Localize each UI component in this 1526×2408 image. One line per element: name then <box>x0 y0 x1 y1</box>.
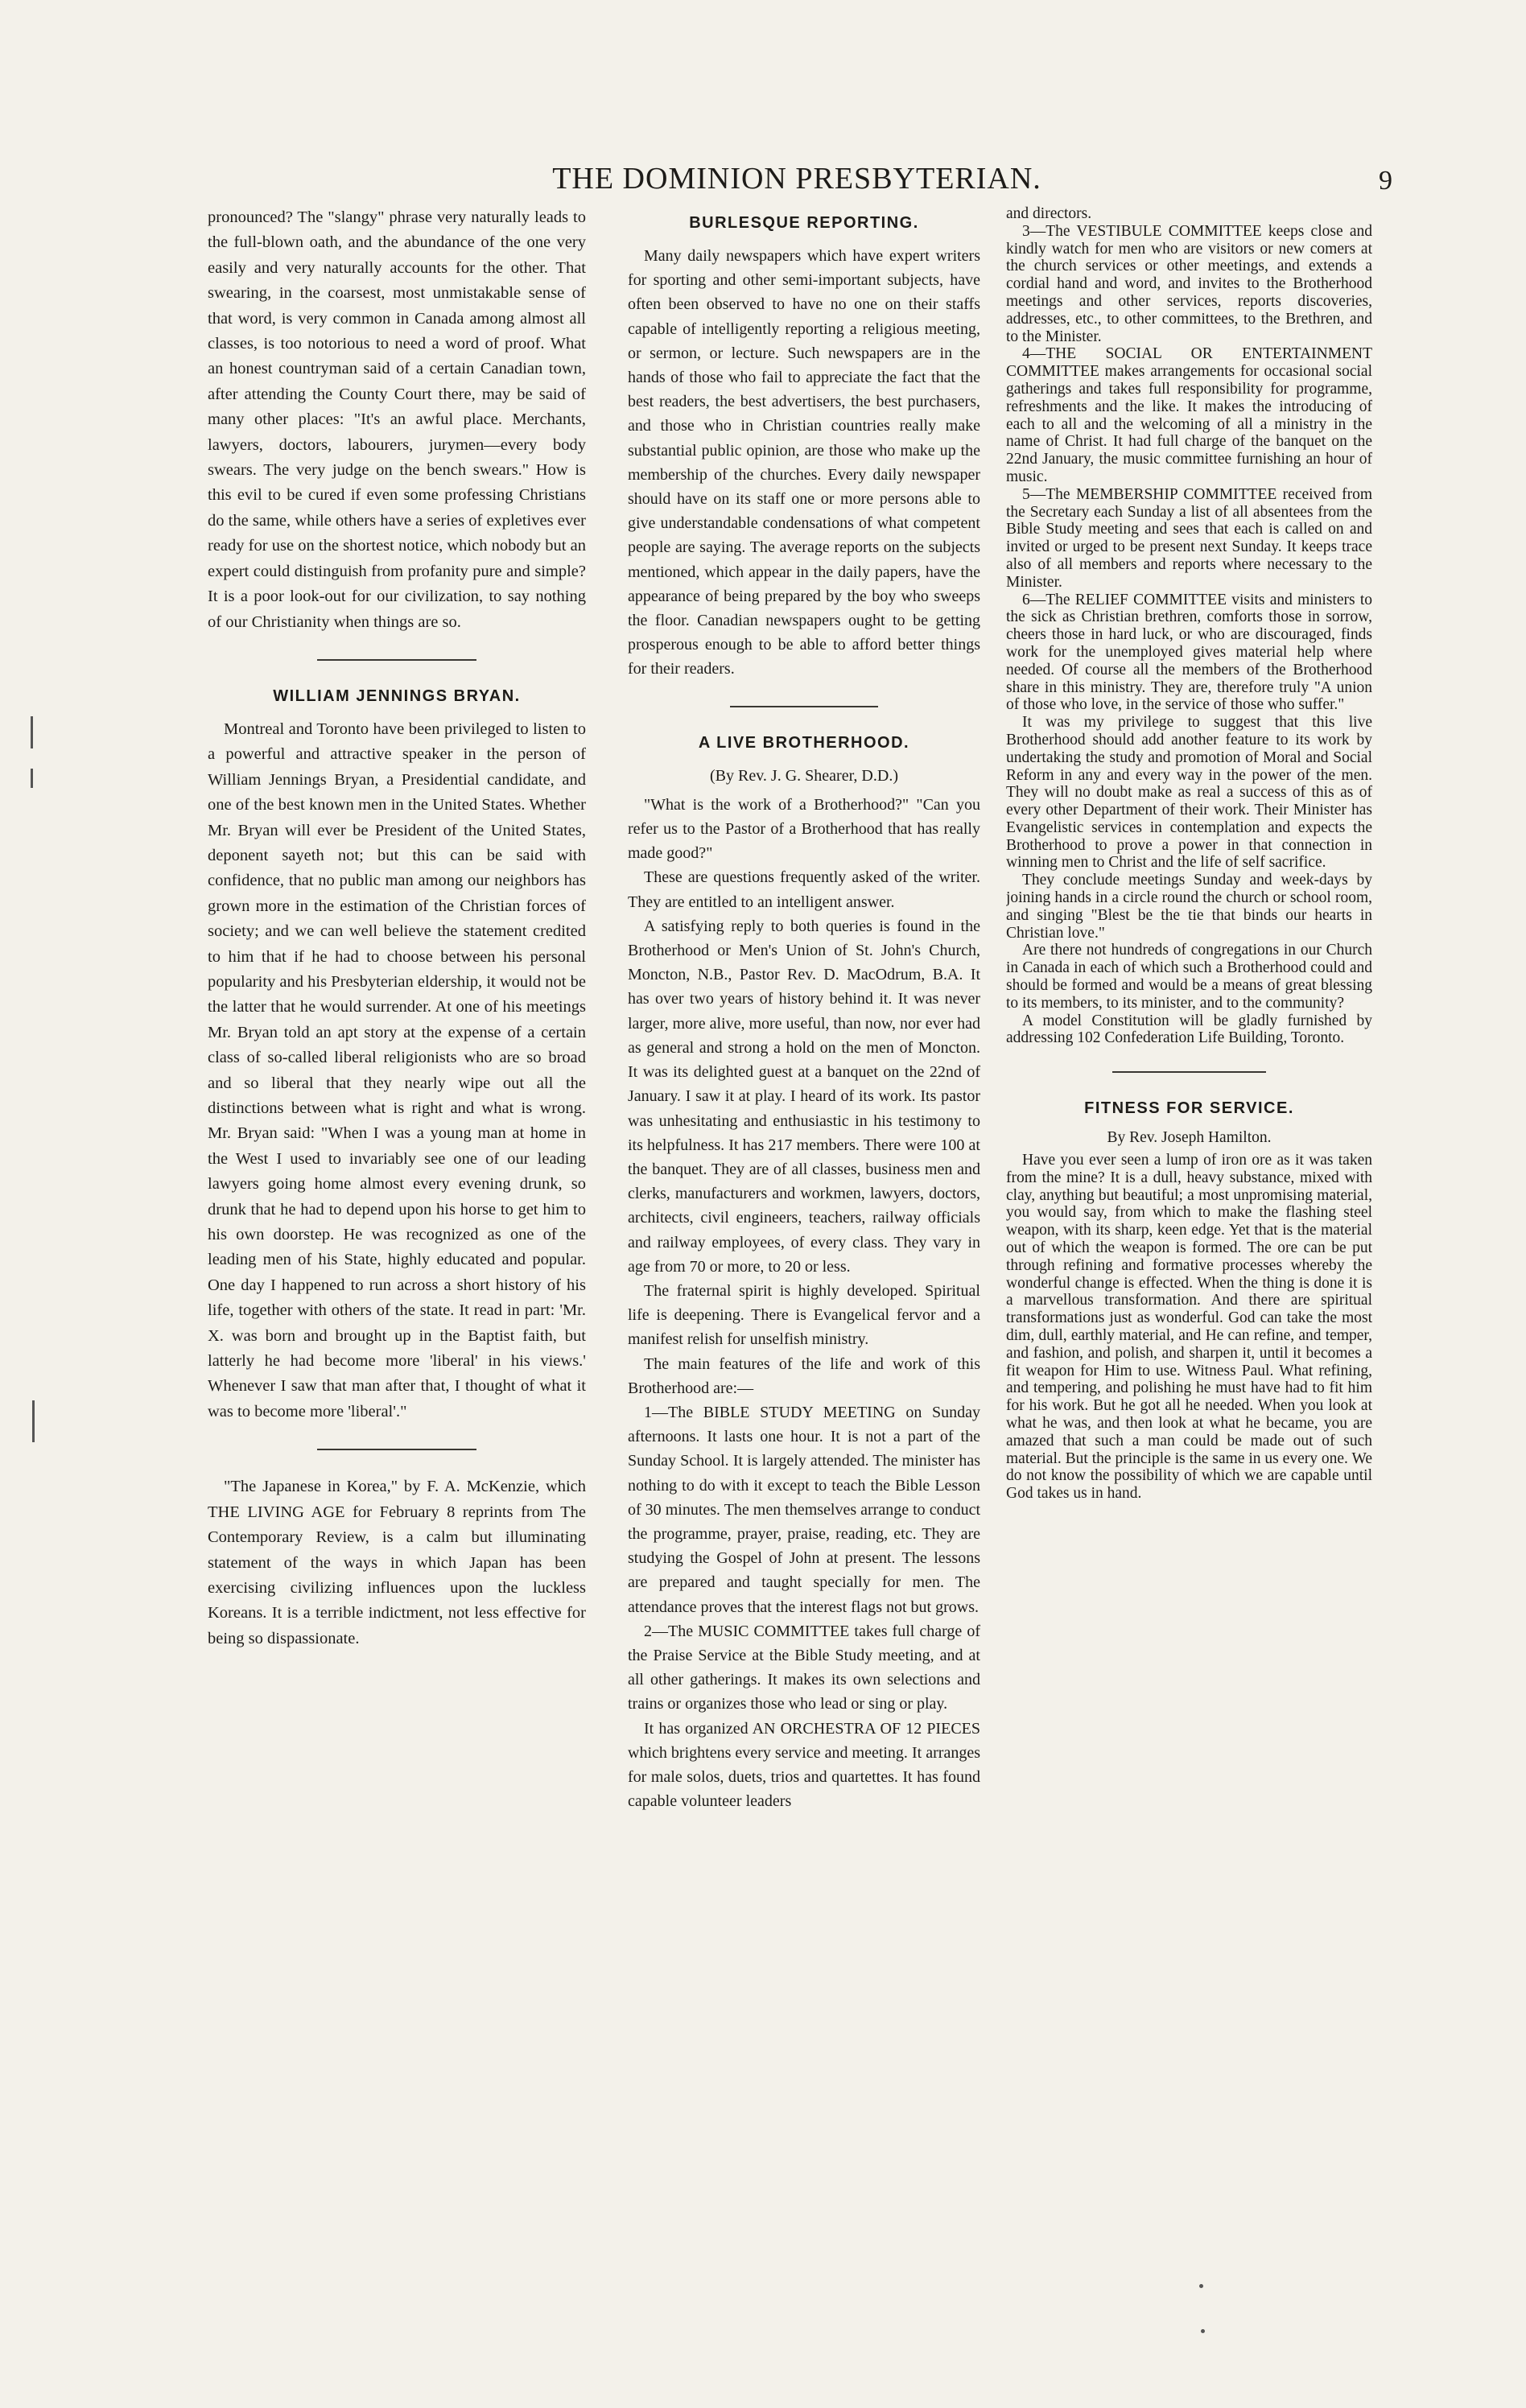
brotherhood-paragraph: "What is the work of a Brotherhood?" "Can you refer us to the Pastor of a Brotherhood that has really made good?" <box>628 795 980 863</box>
section-divider <box>317 659 476 661</box>
fitness-heading: FITNESS FOR SERVICE. <box>1084 1099 1294 1118</box>
scan-mark <box>31 716 33 748</box>
fitness-byline: By Rev. Joseph Hamilton. <box>1107 1129 1272 1147</box>
section-divider <box>317 1449 476 1450</box>
brotherhood-paragraph: 3—The VESTIBULE COMMITTEE keeps close and kindly watch for men who are visitors or new comers at the church services or other meetings, and extends a cordial hand and word, and invites to the Brotherhood meetings and other services, reports discoveries, addresses, etc., to other committees, to the Brethren, and to the Minister. <box>1006 222 1372 345</box>
brotherhood-paragraph: 5—The MEMBERSHIP COMMITTEE received from the Secretary each Sunday a list of all absentees from the Bible Study meeting and sees that each is called on and invited or urged to be present next Sunday. It keeps trace also of all members and reports where necessary to the Minister. <box>1006 485 1372 591</box>
japan-korea-notice: "The Japanese in Korea," by F. A. McKenzie, which THE LIVING AGE for February 8 reprints from The Contemporary Review, is a calm but illuminating statement of the ways in which Japan has been exercising civilizing influences upon the luckless Koreans. It is a terrible indictment, not less effective for being so dispassionate. <box>208 1478 586 1647</box>
fitness-article-text: Have you ever seen a lump of iron ore as it was taken from the mine? It is a dull, heavy substance, mixed with clay, anything but beautiful; a most unpromising material, you would say, from which to make the flashing steel weapon, with its sharp, keen edge. Yet that is the material out of which the weapon is formed. The ore can be put through refining and formative processes whereby the wonderful change is effected. When the thing is done it is a marvellous transformation. And there are spiritual transformations just as wonderful. God can take the most dim, dull, earthly material, and He can refine, and temper, and fashion, and polish, and sharpen it, until it becomes a fit weapon for Him to use. Witness Paul. What refining, and tempering, and polishing he must have had to fit him for his work. But he got all he needed. When you look at what he was, and then look at what he became, you are amazed that such a man could be made out of such material. But the principle is the same in us every one. We do not know the possibility of which we are capable until God takes us in hand. <box>1006 1152 1372 1503</box>
brotherhood-paragraph: These are questions frequently asked of the writer. They are entitled to an intelligent answer. <box>628 868 980 911</box>
brotherhood-paragraph: It was my privilege to suggest that this live Brotherhood should add another feature to its work by undertaking the study and promotion of Moral and Social Reform in any and every way in the power of the men. They will no doubt make as real a success of this as of every other Department of their work. Their Minister has Evangelistic services in contemplation and expects the Brotherhood to prove a power in that connection in winning men to Christ and the life of self sacrifice. <box>1006 714 1372 872</box>
brotherhood-paragraph: 6—The RELIEF COMMITTEE visits and ministers to the sick as Christian brethren, comforts those in sorrow, cheers those in hard luck, or who are discouraged, finds work for the unemployed gives material help where needed. Of course all the members of the Brotherhood share in this ministry. They are, therefore truly "A union of those who love, in the service of those who suffer." <box>1006 591 1372 714</box>
scan-mark <box>1201 2329 1205 2333</box>
scan-mark <box>32 1400 35 1442</box>
brotherhood-paragraph: 4—THE SOCIAL OR ENTERTAINMENT COMMITTEE makes arrangements for occasional social gatherings and takes full responsibility for programme, refreshments and the like. It makes the introducing of each to all and the welcoming of all a ministry in the name of Christ. It had full charge of the banquet on the 22nd January, the music committee furnishing an hour of music. <box>1006 345 1372 485</box>
scan-mark <box>1199 2284 1203 2288</box>
brotherhood-paragraph: 1—The BIBLE STUDY MEETING on Sunday afternoons. It lasts one hour. It is not a part of the Sunday School. It is largely attended. The minister has nothing to do with it except to teach the Bible Lesson of 30 minutes. The men themselves arrange to conduct the programme, prayer, praise, reading, etc. They are studying the Gospel of John at present. The lessons are prepared and taught specially for men. The attendance proves that the interest flags not but grows. <box>628 1403 980 1616</box>
brotherhood-continued: and directors. <box>1006 205 1092 222</box>
section-divider <box>1112 1071 1266 1073</box>
page-number: 9 <box>1379 166 1392 196</box>
brotherhood-heading: A LIVE BROTHERHOOD. <box>698 733 910 752</box>
column-right <box>1006 205 1372 2233</box>
brotherhood-paragraph: A satisfying reply to both queries is found in the Brotherhood or Men's Union of St. John's Church, Moncton, N.B., Pastor Rev. D. MacOdrum, B.A. It has over two years of history behind it. It was never larger, more alive, more useful, than now, nor ever had as general and strong a hold on the men of Moncton. It was its delighted guest at a banquet on the 22nd of January. I saw it at play. I heard of its work. Its pastor was unhesitating and enthusiastic in his testimony to its helpfulness. It has 217 members. There were 100 at the banquet. They are of all classes, business men and clerks, manufacturers and workmen, lawyers, doctors, architects, civil engineers, teachers, railway officials and railway employees, of every class. They vary in age from 70 or more, to 20 or less. <box>628 917 980 1276</box>
bryan-heading: WILLIAM JENNINGS BRYAN. <box>273 687 521 705</box>
brotherhood-paragraph: The fraternal spirit is highly developed. Spiritual life is deepening. There is Evangelical fervor and a manifest relish for unselfish ministry. <box>628 1281 980 1349</box>
scan-mark <box>31 769 33 788</box>
brotherhood-paragraph: The main features of the life and work of this Brotherhood are:— <box>628 1354 980 1397</box>
burlesque-article-text: Many daily newspapers which have expert writers for sporting and other semi-important subjects, have often been observed to have no one on their staffs capable of intelligently reporting a religious meeting, or sermon, or lecture. Such newspapers are in the hands of those who fail to appreciate the fact that the best readers, the best advertisers, the best purchasers, and those who in Christian countries really make substantial public opinion, are those who make up the membership of the churches. Every daily newspaper should have on its staff one or more persons able to give understandable condensations of what competent people are saying. The average reports on the subjects mentioned, which appear in the daily papers, have the appearance of being prepared by the boy who sweeps the floor. Canadian newspapers ought to be getting prosperous enough to be able to afford better things for their readers. <box>628 247 980 678</box>
burlesque-heading: BURLESQUE REPORTING. <box>689 214 919 232</box>
swearing-paragraph: pronounced? The "slangy" phrase very naturally leads to the full-blown oath, and the abundance of the one very easily and very naturally accounts for the other. That swearing, in the coarsest, most unmistakable sense of that word, is very common in Canada among almost all classes, is too notorious to need a word of proof. What an honest countryman said of a certain Canadian town, after attending the County Court there, may be said of many other places: "It's an awful place. Merchants, lawyers, doctors, labourers, jurymen—every body swears. The very judge on the bench swears." How is this evil to be cured if even some professing Christians do the same, while others have a series of expletives ever ready for use on the shortest notice, which nobody but an expert could distinguish from profanity pure and simple? It is a poor look-out for our civilization, to say nothing of our Christianity when things are so. <box>208 208 586 631</box>
brotherhood-paragraph: Are there not hundreds of congregations in our Church in Canada in each of which such a Brotherhood could and should be formed and would be a means of great blessing to its members, to its minister, and to the community? <box>1006 942 1372 1012</box>
page-header <box>201 161 1392 201</box>
brotherhood-paragraph: A model Constitution will be gladly furnished by addressing 102 Confederation Life Building, Toronto. <box>1006 1012 1372 1047</box>
masthead-title: THE DOMINION PRESBYTERIAN. <box>552 162 1041 196</box>
bryan-article-text: Montreal and Toronto have been privileged to listen to a powerful and attractive speaker in the person of William Jennings Bryan, a Presidential candidate, and one of the best known men in the United States. Whether Mr. Bryan will ever be President of the United States, deponent sayeth not; but this can be said with confidence, that no public man among our neighbors has grown more in the estimation of the Christian forces of society; and we can well believe the statement credited to him that if he had to choose between his personal popularity and his Presbyterian eldership, it would not be the latter that he would surrender. At one of his meetings Mr. Bryan told an apt story at the expense of a certain class of so-called liberal religionists who are so broad and so liberal that they nearly wipe out all the distinctions between what is right and what is wrong. Mr. Bryan said: "When I was a young man at home in the West I used to invariably see one of our leading lawyers going home almost every evening drunk, so drunk that he had to depend upon his horse to get him to his own doorstep. He was recognized as one of the leading men of his State, highly educated and popular. One day I happened to run across a short history of his life, together with others of the state. It read in part: 'Mr. X. was born and brought up in the Baptist faith, but latterly he had become more 'liberal' in his views.' Whenever I saw that man after that, I thought of what it was to become more 'liberal'." <box>208 720 586 1420</box>
brotherhood-paragraph: They conclude meetings Sunday and week-days by joining hands in a circle round the church or school room, and singing "Blest be the tie that binds our hearts in Christian love." <box>1006 872 1372 942</box>
column-middle <box>628 205 980 2233</box>
section-divider <box>730 706 878 707</box>
brotherhood-paragraph: 2—The MUSIC COMMITTEE takes full charge of the Praise Service at the Bible Study meeting, and at all other gatherings. It makes its own selections and trains or organizes those who lead or sing or play. <box>628 1622 980 1713</box>
column-left <box>208 205 586 2233</box>
brotherhood-paragraph: It has organized AN ORCHESTRA OF 12 PIECES which brightens every service and meeting. It arranges for male solos, duets, trios and quartettes. It has found capable volunteer leaders <box>628 1719 980 1811</box>
brotherhood-byline: (By Rev. J. G. Shearer, D.D.) <box>710 766 898 785</box>
